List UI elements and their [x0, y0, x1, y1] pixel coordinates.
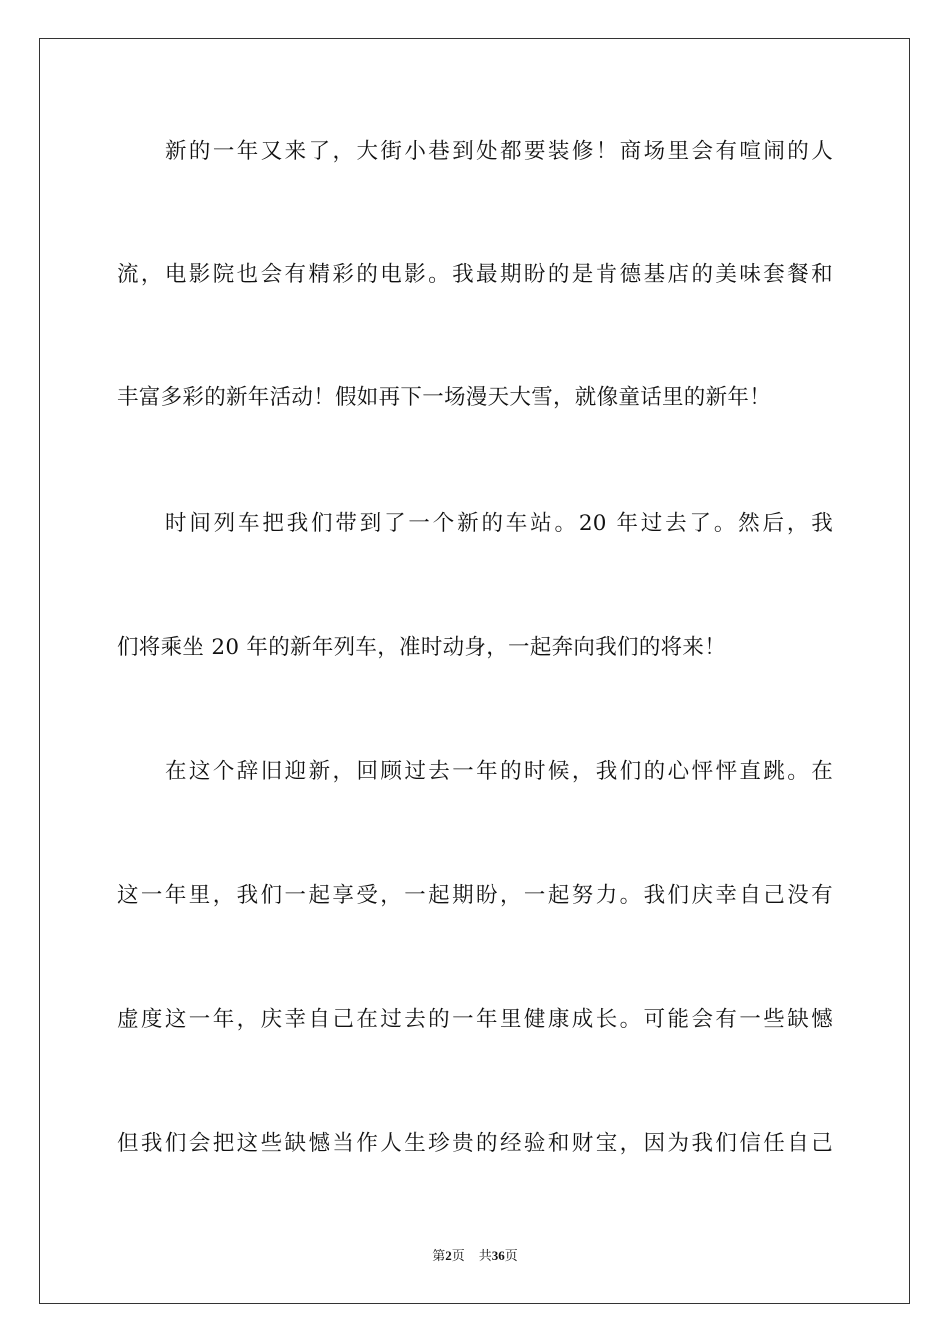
- total-prefix: 共: [478, 1249, 492, 1264]
- page-border: [39, 38, 910, 1304]
- page-suffix: 页: [451, 1249, 465, 1264]
- paragraph-3-line-3: 虚度这一年，庆幸自己在过去的一年里健康成长。可能会有一些缺憾: [117, 1007, 833, 1032]
- total-page-number: 36: [491, 1248, 505, 1263]
- current-page-number: 2: [445, 1248, 452, 1263]
- paragraph-2-line-1: 时间列车把我们带到了一个新的车站。20 年过去了。然后，我: [165, 511, 833, 536]
- page-footer: [0, 1247, 950, 1266]
- paragraph-1-line-1: 新的一年又来了，大街小巷到处都要装修！商场里会有喧闹的人: [165, 139, 833, 164]
- paragraph-1-line-2: 流，电影院也会有精彩的电影。我最期盼的是肯德基店的美味套餐和: [117, 262, 833, 287]
- paragraph-3-line-4: 但我们会把这些缺憾当作人生珍贵的经验和财宝，因为我们信任自己: [117, 1131, 833, 1156]
- page-number: [432, 1249, 465, 1264]
- paragraph-1-line-3: 丰富多彩的新年活动！假如再下一场漫天大雪，就像童话里的新年！: [117, 385, 772, 410]
- paragraph-3-line-2: 这一年里，我们一起享受，一起期盼，一起努力。我们庆幸自己没有: [117, 883, 833, 908]
- page-prefix: 第: [432, 1249, 446, 1264]
- page-total: [479, 1249, 518, 1264]
- paragraph-3-line-1: 在这个辞旧迎新，回顾过去一年的时候，我们的心怦怦直跳。在: [165, 759, 833, 784]
- paragraph-2-line-2: 们将乘坐 20 年的新年列车，准时动身，一起奔向我们的将来！: [117, 635, 727, 660]
- total-suffix: 页: [504, 1249, 518, 1264]
